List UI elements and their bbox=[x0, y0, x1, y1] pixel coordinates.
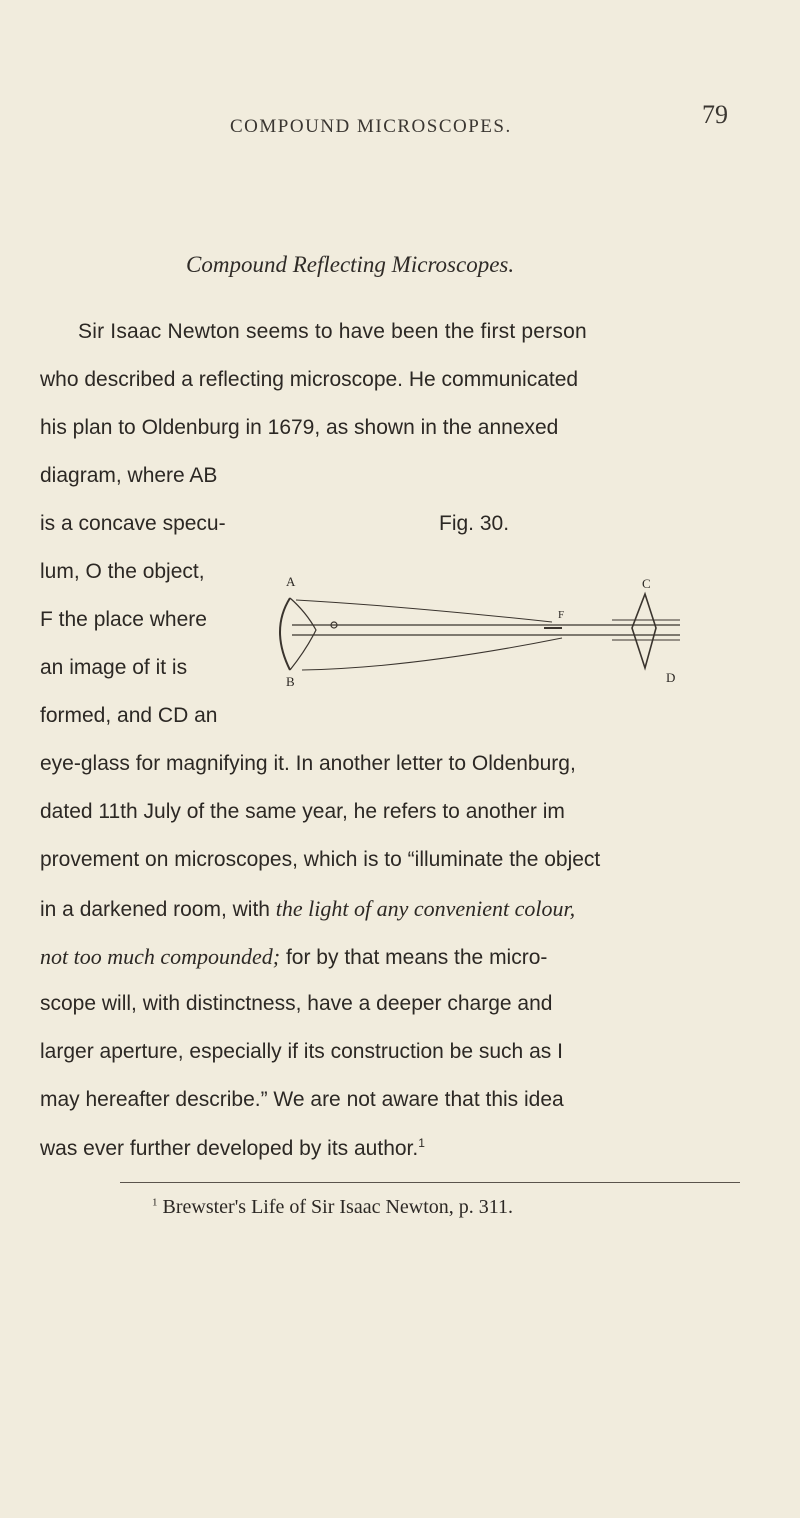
body-text: was ever further developed by its author. bbox=[40, 1137, 419, 1160]
body-line: his plan to Oldenburg in 1679, as shown in the annexed bbox=[40, 416, 559, 439]
ray-upper bbox=[296, 600, 552, 622]
footnote-number: 1 bbox=[152, 1196, 158, 1209]
body-line: who described a reflecting microscope. He communicated bbox=[40, 368, 579, 391]
body-line: formed, and CD an bbox=[40, 704, 218, 727]
speculum-ab bbox=[280, 598, 290, 670]
microscope-diagram bbox=[262, 572, 682, 688]
footnote bbox=[152, 1196, 513, 1219]
body-line bbox=[40, 896, 575, 922]
label-d: D bbox=[666, 670, 676, 685]
footnote-rule bbox=[120, 1182, 740, 1183]
body-line: F the place where bbox=[40, 608, 207, 631]
label-a: A bbox=[286, 574, 296, 589]
body-line: Sir Isaac Newton seems to have been the first person bbox=[78, 320, 587, 343]
body-line: lum, O the object, bbox=[40, 560, 205, 583]
body-line: an image of it is bbox=[40, 656, 188, 679]
label-b: B bbox=[286, 674, 295, 688]
body-line: scope will, with distinctness, have a deeper charge and bbox=[40, 992, 553, 1015]
ray-lower bbox=[302, 638, 562, 670]
figure-caption: Fig. 30. bbox=[439, 512, 510, 535]
body-text: for by that means the micro- bbox=[280, 946, 548, 969]
body-line bbox=[40, 944, 547, 970]
page-number: 79 bbox=[702, 100, 728, 129]
body-line: diagram, where AB bbox=[40, 464, 218, 487]
body-line: dated 11th July of the same year, he refers to another im bbox=[40, 800, 565, 823]
body-line: provement on microscopes, which is to “illuminate the object bbox=[40, 848, 601, 871]
label-f: F bbox=[558, 609, 565, 621]
footnote-marker: 1 bbox=[418, 1136, 425, 1150]
body-line: eye-glass for magnifying it. In another letter to Oldenburg, bbox=[40, 752, 576, 775]
label-c: C bbox=[642, 576, 651, 591]
body-text: in a darkened room, with bbox=[40, 898, 276, 921]
footnote-text: Brewster's Life of Sir Isaac Newton, p. 311. bbox=[162, 1196, 514, 1218]
quote-italic: the light of any convenient colour, bbox=[275, 896, 576, 921]
eyeglass-cd bbox=[632, 594, 656, 668]
speculum-back bbox=[290, 598, 316, 670]
section-title: Compound Reflecting Microscopes. bbox=[186, 252, 515, 277]
quote-italic: not too much compounded; bbox=[40, 944, 281, 969]
body-line: is a concave specu- bbox=[40, 512, 226, 535]
body-line: may hereafter describe.” We are not aware that this idea bbox=[40, 1088, 564, 1111]
body-line bbox=[40, 1136, 425, 1161]
running-head: COMPOUND MICROSCOPES. bbox=[230, 116, 512, 137]
body-line: larger aperture, especially if its construction be such as I bbox=[40, 1040, 563, 1063]
